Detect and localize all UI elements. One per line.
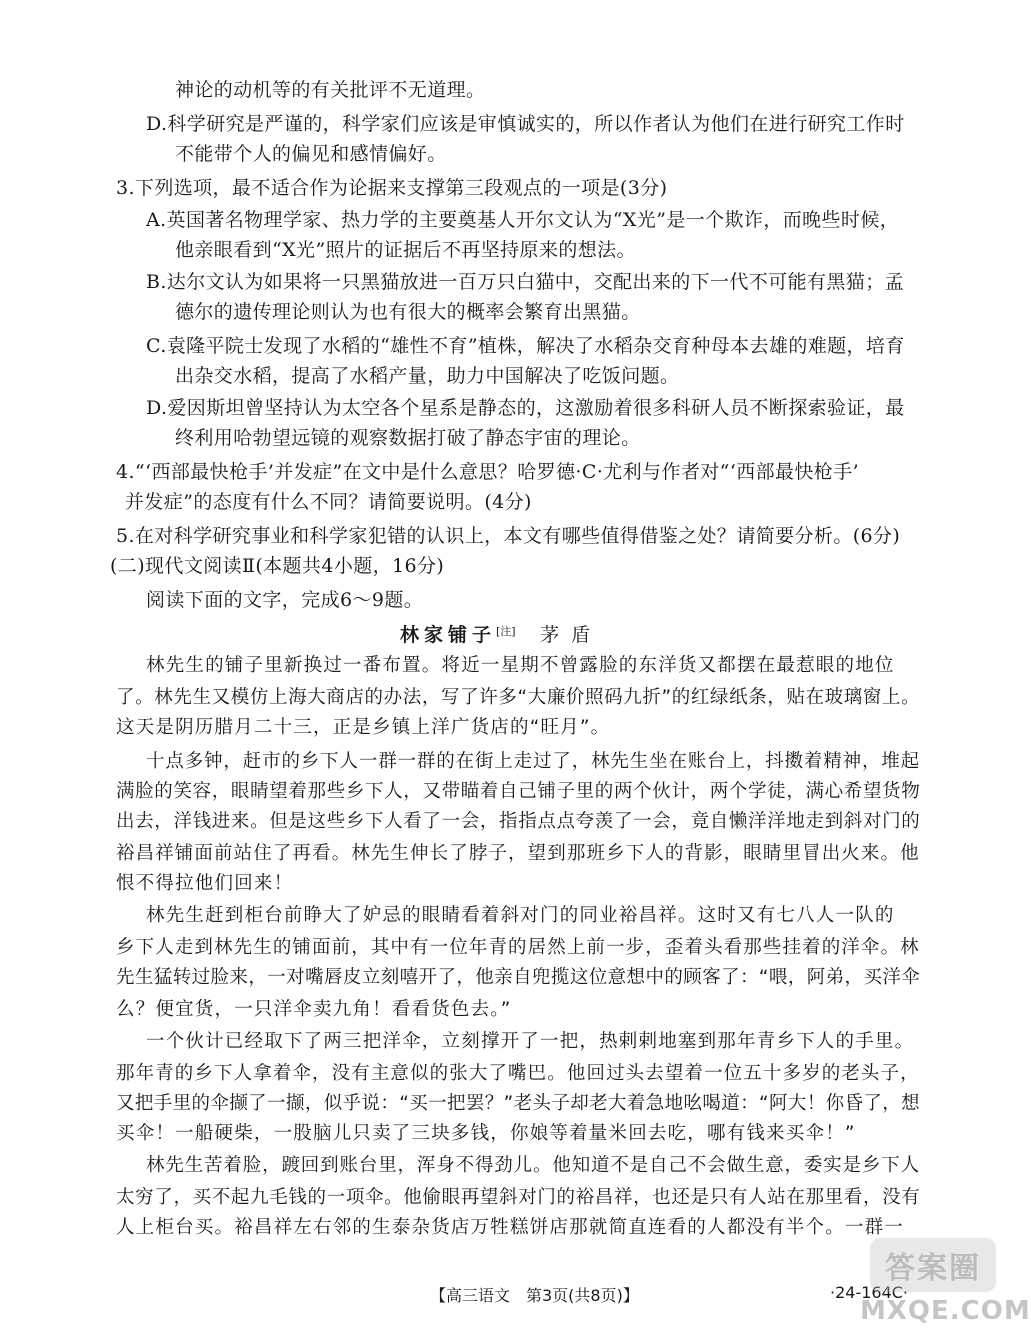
text-line: 出杂交水稻，提高了水稻产量，助力中国解决了吃饭问题。 [175,365,680,387]
question-5: 5.在对科学研究事业和科学家犯错的认识上，本文有哪些值得借鉴之处？请简要分析。(6分) [116,525,901,547]
text-line: 神论的动机等的有关批评不无道理。 [175,79,486,101]
watermark-logo: 答案圈 [870,1238,996,1292]
paper-code: ·24-164C· [830,1283,909,1302]
text-line: 不能带个人的偏见和感情偏好。 [175,143,447,165]
passage-line: 林先生的铺子里新换过一番布置。将近一星期不曾露脸的东洋货又都摆在最惹眼的地位 [146,655,895,676]
text-line: 德尔的遗传理论则认为也有很大的概率会繁育出黑猫。 [175,301,641,323]
passage-line: 裕昌祥铺面前站住了再看。林先生伸长了脖子，望到那班乡下人的背影，眼睛里冒出火来。他 [116,843,920,864]
option-b-line: B.达尔文认为如果将一只黑猫放进一百万只白猫中，交配出来的下一代不可能有黑猫；孟 [146,271,905,293]
passage-line: 乡下人走到林先生的铺面前，其中有一位年青的居然上前一步，歪着头看那些挂着的洋伞。林 [116,937,920,958]
option-d-line: D.爱因斯坦曾坚持认为太空各个星系是静态的，这激励着很多科研人员不断探索验证，最 [146,397,905,419]
passage-line: 出去，洋钱进来。但是这些乡下人看了一会，指指点点夸羡了一会，竟自懒洋洋地走到斜对门的 [116,811,921,832]
section-heading: (二)现代文阅读Ⅱ(本题共4小题，16分) [110,555,445,577]
text-line: 终利用哈勃望远镜的观察数据打破了静态宇宙的理论。 [175,427,641,449]
option-a-line: A.英国著名物理学家、热力学的主要奠基人开尔文认为“X光”是一个欺诈，而晚些时候， [146,209,900,231]
watermark-url: MXQE.COM [860,1296,1031,1326]
option-d-line: D.科学研究是严谨的，科学家们应该是审慎诚实的，所以作者认为他们在进行研究工作时 [146,113,905,135]
text-line: 他亲眼看到“X光”照片的证据后不再坚持原来的想法。 [175,239,636,261]
passage-line: 买伞！一船硬柴，一股脑儿只卖了三块多钱，你娘等着量米回去吃，哪有钱来买伞！” [116,1123,856,1144]
passage-line: 林先生赶到柜台前睁大了妒忌的眼睛看着斜对门的同业裕昌祥。这时又有七八人一队的 [146,905,895,926]
note-mark: [注] [496,625,516,638]
passage-line: 满脸的笑容，眼睛望着那些乡下人，又带瞄着自己铺子里的两个伙计，两个学徒，满心希望货物 [116,781,921,802]
passage-line: 恨不得拉他们回来！ [116,873,294,894]
page-footer: 【高三语文 第3页(共8页)】 [430,1286,639,1305]
passage-line: 这天是阴历腊月二十三，正是乡镇上洋广货店的“旺月”。 [116,717,611,738]
passage-line: 先生猛转过脸来，一对嘴唇皮立刻嘻开了，他亲自兜揽这位意想中的顾客了：“喂，阿弟，买洋伞 [116,967,921,988]
passage-line: 林先生苦着脸，踱回到账台里，浑身不得劲儿。他知道不是自己不会做生意，委实是乡下人 [146,1155,921,1176]
passage-line: 一个伙计已经取下了两三把洋伞，立刻撑开了一把，热剌剌地塞到那年青乡下人的手里。 [146,1031,915,1052]
passage-line: 十点多钟，赶市的乡下人一群一群的在街上走过了，林先生坐在账台上，抖擞着精神，堆起 [146,751,921,772]
passage-line: 又把手里的伞撷了一撷，似乎说：“买一把罢？”老头子却老大着急地吆喝道：“阿大！你昏了，想 [116,1093,921,1114]
instruction: 阅读下面的文字，完成6～9题。 [146,589,424,611]
question-3: 3.下列选项，最不适合作为论据来支撑第三段观点的一项是(3分) [116,177,668,199]
passage-line: 么？便宜货，一只洋伞卖九角！看看货色去。” [116,999,512,1020]
question-4: 4.“‘西部最快枪手’并发症”在文中是什么意思？哈罗德·C·尤利与作者对“‘西部最快枪手’ [116,461,860,483]
passage-line: 太穷了，买不起九毛钱的一项伞。他偷眼再望斜对门的裕昌祥，也还是只有人站在那里看，没有 [116,1187,921,1208]
passage-title: 林家铺子[注] [400,624,516,646]
passage-line: 人上柜台买。裕昌祥左右邻的生泰杂货店万牲糕饼店那就简直连看的人都没有半个。一群一 [116,1217,905,1238]
passage-author: 茅盾 [540,624,603,646]
option-c-line: C.袁隆平院士发现了水稻的“雄性不育”植株，解决了水稻杂交育种母本去雄的难题，培育 [146,335,905,357]
passage-title-row [400,620,602,647]
passage-line: 那年青的乡下人拿着伞，没有主意似的张大了嘴巴。他回过头去望着一位五十多岁的老头子， [116,1063,920,1084]
passage-line: 了。林先生又模仿上海大商店的办法，写了许多“大廉价照码九折”的红绿纸条，贴在玻璃窗上。 [116,687,921,708]
text-line: 并发症”的态度有什么不同？请简要说明。(4分) [125,491,532,513]
